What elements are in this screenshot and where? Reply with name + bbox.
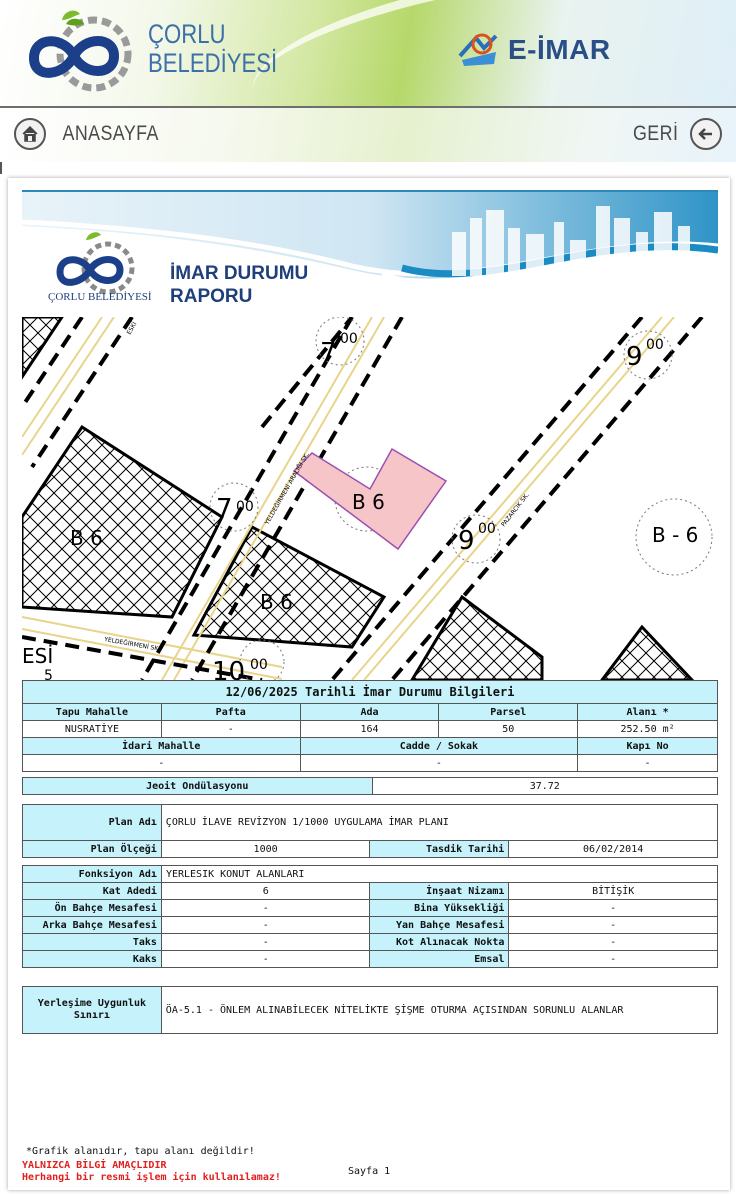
map-number-label: 00 xyxy=(236,499,254,515)
row-value: - xyxy=(161,900,370,917)
geoid-label: Jeoit Ondülasyonu xyxy=(23,778,373,795)
table-row xyxy=(23,883,718,900)
map-label-zone: B 6 xyxy=(70,526,103,550)
row-value: - xyxy=(161,934,370,951)
suitability-label-line-2: Sınırı xyxy=(73,1010,110,1021)
app-name: E-İMAR xyxy=(508,34,611,65)
row-label: Ön Bahçe Mesafesi xyxy=(23,900,162,917)
function-table xyxy=(22,865,718,968)
map-label-zone: B 6 xyxy=(260,590,293,614)
tapu-mahalle-value: NUSRATİYE xyxy=(23,721,162,738)
kapi-no-value: - xyxy=(578,755,718,772)
col-header: Pafta xyxy=(161,704,300,721)
map-street-label: YELDEĞİRMENİ SK. xyxy=(103,636,161,653)
map-number-label: 00 xyxy=(478,521,496,537)
row-label: Taks xyxy=(23,934,162,951)
map-block xyxy=(602,627,692,680)
suitability-table xyxy=(22,986,718,1034)
scroll-marker xyxy=(0,162,2,174)
row-value: - xyxy=(509,934,718,951)
parsel-value: 50 xyxy=(439,721,578,738)
home-icon xyxy=(14,118,46,150)
table-row xyxy=(23,951,718,968)
row-label: Arka Bahçe Mesafesi xyxy=(23,917,162,934)
map-block xyxy=(22,317,62,377)
row-value: - xyxy=(509,917,718,934)
map-number-label: 9 xyxy=(458,526,475,556)
cadde-sokak-value: - xyxy=(300,755,578,772)
plan-name-value: ÇORLU İLAVE REVİZYON 1/1000 UYGULAMA İMAR PLANI xyxy=(161,805,717,841)
map-street-label: PAZARCIK SK. xyxy=(500,491,531,529)
row-value: - xyxy=(161,951,370,968)
footer-warning-line-2: Herhangi bir resmi işlem için kullanılamaz! xyxy=(22,1172,281,1183)
map-number-label: 00 xyxy=(646,337,664,353)
back-button[interactable] xyxy=(629,118,722,150)
alan-value: 252.50 m² xyxy=(578,721,718,738)
banner-logo-caption: ÇORLU BELEDİYESİ xyxy=(48,291,152,303)
map-street-label: YELDEĞİRMENİ ARALIĞI SK. xyxy=(263,451,311,526)
col-header: Tapu Mahalle xyxy=(23,704,162,721)
map-street-label: ESKİ xyxy=(125,320,139,336)
home-label: ANASAYFA xyxy=(62,122,159,145)
table-row xyxy=(23,934,718,951)
col-header: İdari Mahalle xyxy=(23,738,301,755)
geoid-table xyxy=(22,777,718,795)
banner-logo-icon xyxy=(46,228,156,317)
row-value: BİTİŞİK xyxy=(509,883,718,900)
home-button[interactable] xyxy=(14,118,167,150)
map-block xyxy=(412,597,542,680)
approval-date-value: 06/02/2014 xyxy=(509,841,718,858)
row-label: Yan Bahçe Mesafesi xyxy=(370,917,509,934)
map-number-label: 7 xyxy=(320,338,337,368)
eimar-logo xyxy=(456,30,611,70)
brand-line-1: ÇORLU xyxy=(148,19,226,49)
function-value: YERLESIK KONUT ALANLARI xyxy=(161,866,717,883)
plan-scale-value: 1000 xyxy=(161,841,370,858)
info-table xyxy=(22,680,718,772)
map-label-highlight: B 6 xyxy=(352,490,385,514)
suitability-label xyxy=(23,987,162,1034)
map-number-label: 00 xyxy=(340,331,358,347)
suitability-value: ÖA-5.1 - ÖNLEM ALINABİLECEK NİTELİKTE ŞİŞME OTURMA AÇISINDAN SORUNLU ALANLAR xyxy=(161,987,717,1034)
col-header: Ada xyxy=(300,704,439,721)
brand-line-2: BELEDİYESİ xyxy=(148,48,278,78)
approval-date-label: Tasdik Tarihi xyxy=(370,841,509,858)
function-label: Fonksiyon Adı xyxy=(23,866,162,883)
back-arrow-icon xyxy=(690,118,722,150)
row-value: - xyxy=(161,917,370,934)
col-header: Parsel xyxy=(439,704,578,721)
row-label: Emsal xyxy=(370,951,509,968)
suitability-label-line-1: Yerleşime Uygunluk xyxy=(37,998,147,1009)
row-label: İnşaat Nizamı xyxy=(370,883,509,900)
row-value: 6 xyxy=(161,883,370,900)
row-label: Kot Alınacak Nokta xyxy=(370,934,509,951)
footer-note: *Grafik alanıdır, tapu alanı değildir! xyxy=(26,1146,255,1157)
report-document xyxy=(8,178,730,1190)
map-edge-label: 5 xyxy=(44,668,53,680)
footer-warning xyxy=(22,1160,281,1184)
page-number: Sayfa 1 xyxy=(348,1166,391,1177)
back-label: GERİ xyxy=(632,122,678,145)
map-number-label: 10 xyxy=(212,657,246,680)
map-number-label: 7 xyxy=(216,494,233,524)
plan-name-label: Plan Adı xyxy=(23,805,162,841)
table-row xyxy=(23,900,718,917)
row-label: Bina Yüksekliği xyxy=(370,900,509,917)
plan-table xyxy=(22,804,718,858)
map-edge-label: ESİ xyxy=(22,644,54,668)
pafta-value: - xyxy=(161,721,300,738)
col-header: Alanı * xyxy=(578,704,718,721)
corlu-logo-icon xyxy=(22,6,137,94)
map-label-zone: B - 6 xyxy=(652,523,699,547)
col-header: Kapı No xyxy=(578,738,718,755)
row-label: Kat Adedi xyxy=(23,883,162,900)
map-block xyxy=(22,427,222,617)
report-title-line-1: İMAR DURUMU xyxy=(170,263,309,284)
map-number-label: 00 xyxy=(250,657,268,673)
brand-name xyxy=(148,20,277,78)
geoid-value: 37.72 xyxy=(372,778,717,795)
idari-mahalle-value: - xyxy=(23,755,301,772)
eimar-icon xyxy=(456,30,502,70)
row-label: Kaks xyxy=(23,951,162,968)
plan-scale-label: Plan Ölçeği xyxy=(23,841,162,858)
zoning-map xyxy=(22,317,718,680)
app-nav xyxy=(0,108,736,162)
report-title-line-2: RAPORU xyxy=(170,286,253,307)
report-banner xyxy=(22,190,718,317)
report-title xyxy=(170,262,308,308)
row-value: - xyxy=(509,900,718,917)
table-row xyxy=(23,917,718,934)
footer-warning-line-1: YALNIZCA BİLGİ AMAÇLIDIR xyxy=(22,1160,167,1171)
info-title: 12/06/2025 Tarihli İmar Durumu Bilgileri xyxy=(23,681,718,704)
row-value: - xyxy=(509,951,718,968)
col-header: Cadde / Sokak xyxy=(300,738,578,755)
ada-value: 164 xyxy=(300,721,439,738)
app-header xyxy=(0,0,736,106)
map-number-label: 9 xyxy=(626,342,643,372)
